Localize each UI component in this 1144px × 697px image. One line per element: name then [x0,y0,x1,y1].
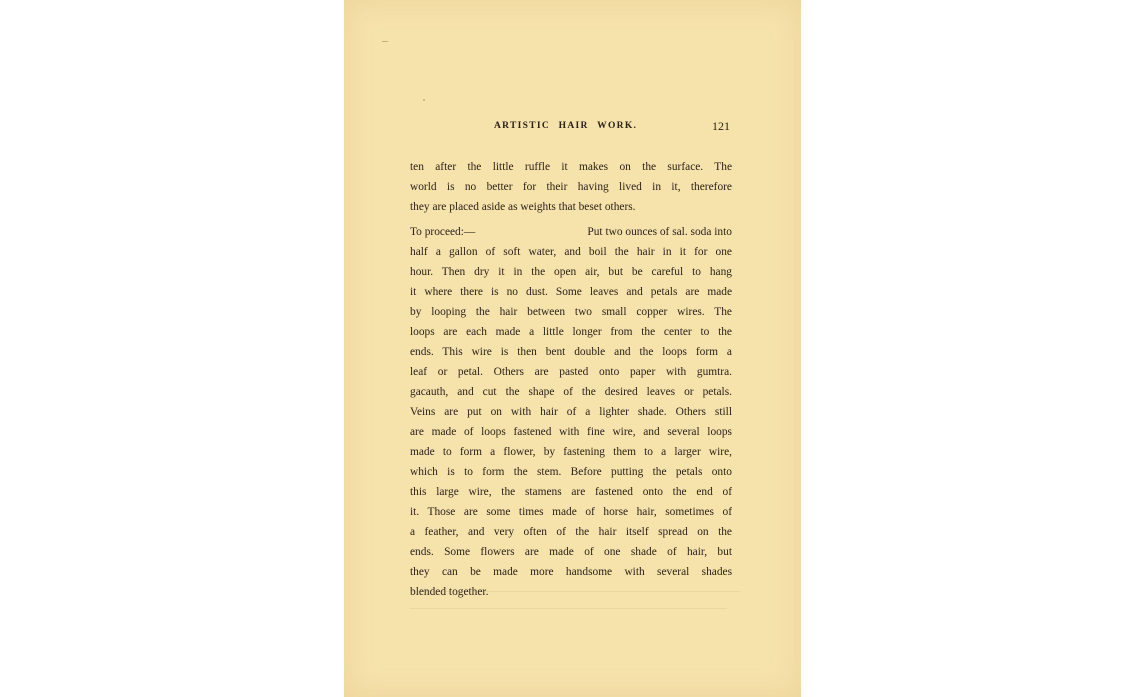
book-page [344,0,801,697]
running-header [410,119,732,135]
text-line: hour. Then dry it in the open air, but be careful to hang [410,266,732,278]
text-line: are made of loops fastened with fine wire, and several loops [410,426,732,438]
text-line: it. Those are some times made of horse hair, sometimes of [410,506,732,518]
running-title: ARTISTIC HAIR WORK. [494,121,638,131]
page-number: 121 [712,119,730,133]
text-line: leaf or petal. Others are pasted onto paper with gumtra. [410,366,732,378]
text-line: loops are each made a little longer from the center to the [410,326,732,338]
text-line [410,222,732,242]
body-text [410,157,732,602]
paragraph-lead: To proceed:— [410,226,476,238]
text-line: blended together. [410,586,489,598]
text-line: made to form a flower, by fastening them to a larger wire, [410,446,732,458]
paragraph-lead-rest: Put two ounces of sal. soda into [587,226,732,238]
text-line: half a gallon of soft water, and boil the hair in it for one [410,246,732,258]
text-line: by looping the hair between two small copper wires. The [410,306,732,318]
paper-mark [423,99,425,101]
text-line: Veins are put on with hair of a lighter shade. Others still [410,406,732,418]
text-line: this large wire, the stamens are fastened onto the end of [410,486,732,498]
text-line: they can be made more handsome with several shades [410,566,732,578]
text-line: ends. Some flowers are made of one shade of hair, but [410,546,732,558]
text-line: ends. This wire is then bent double and the loops form a [410,346,732,358]
text-line: world is no better for their having lived in it, therefore [410,181,732,193]
paper-mark [382,41,388,42]
text-line: ten after the little ruffle it makes on the surface. The [410,161,732,173]
text-line: a feather, and very often of the hair itself spread on the [410,526,732,538]
text-line: it where there is no dust. Some leaves and petals are made [410,286,732,298]
text-line: gacauth, and cut the shape of the desired leaves or petals. [410,386,732,398]
show-through-shadow [410,588,740,618]
text-line: which is to form the stem. Before putting the petals onto [410,466,732,478]
text-line: they are placed aside as weights that beset others. [410,201,636,213]
